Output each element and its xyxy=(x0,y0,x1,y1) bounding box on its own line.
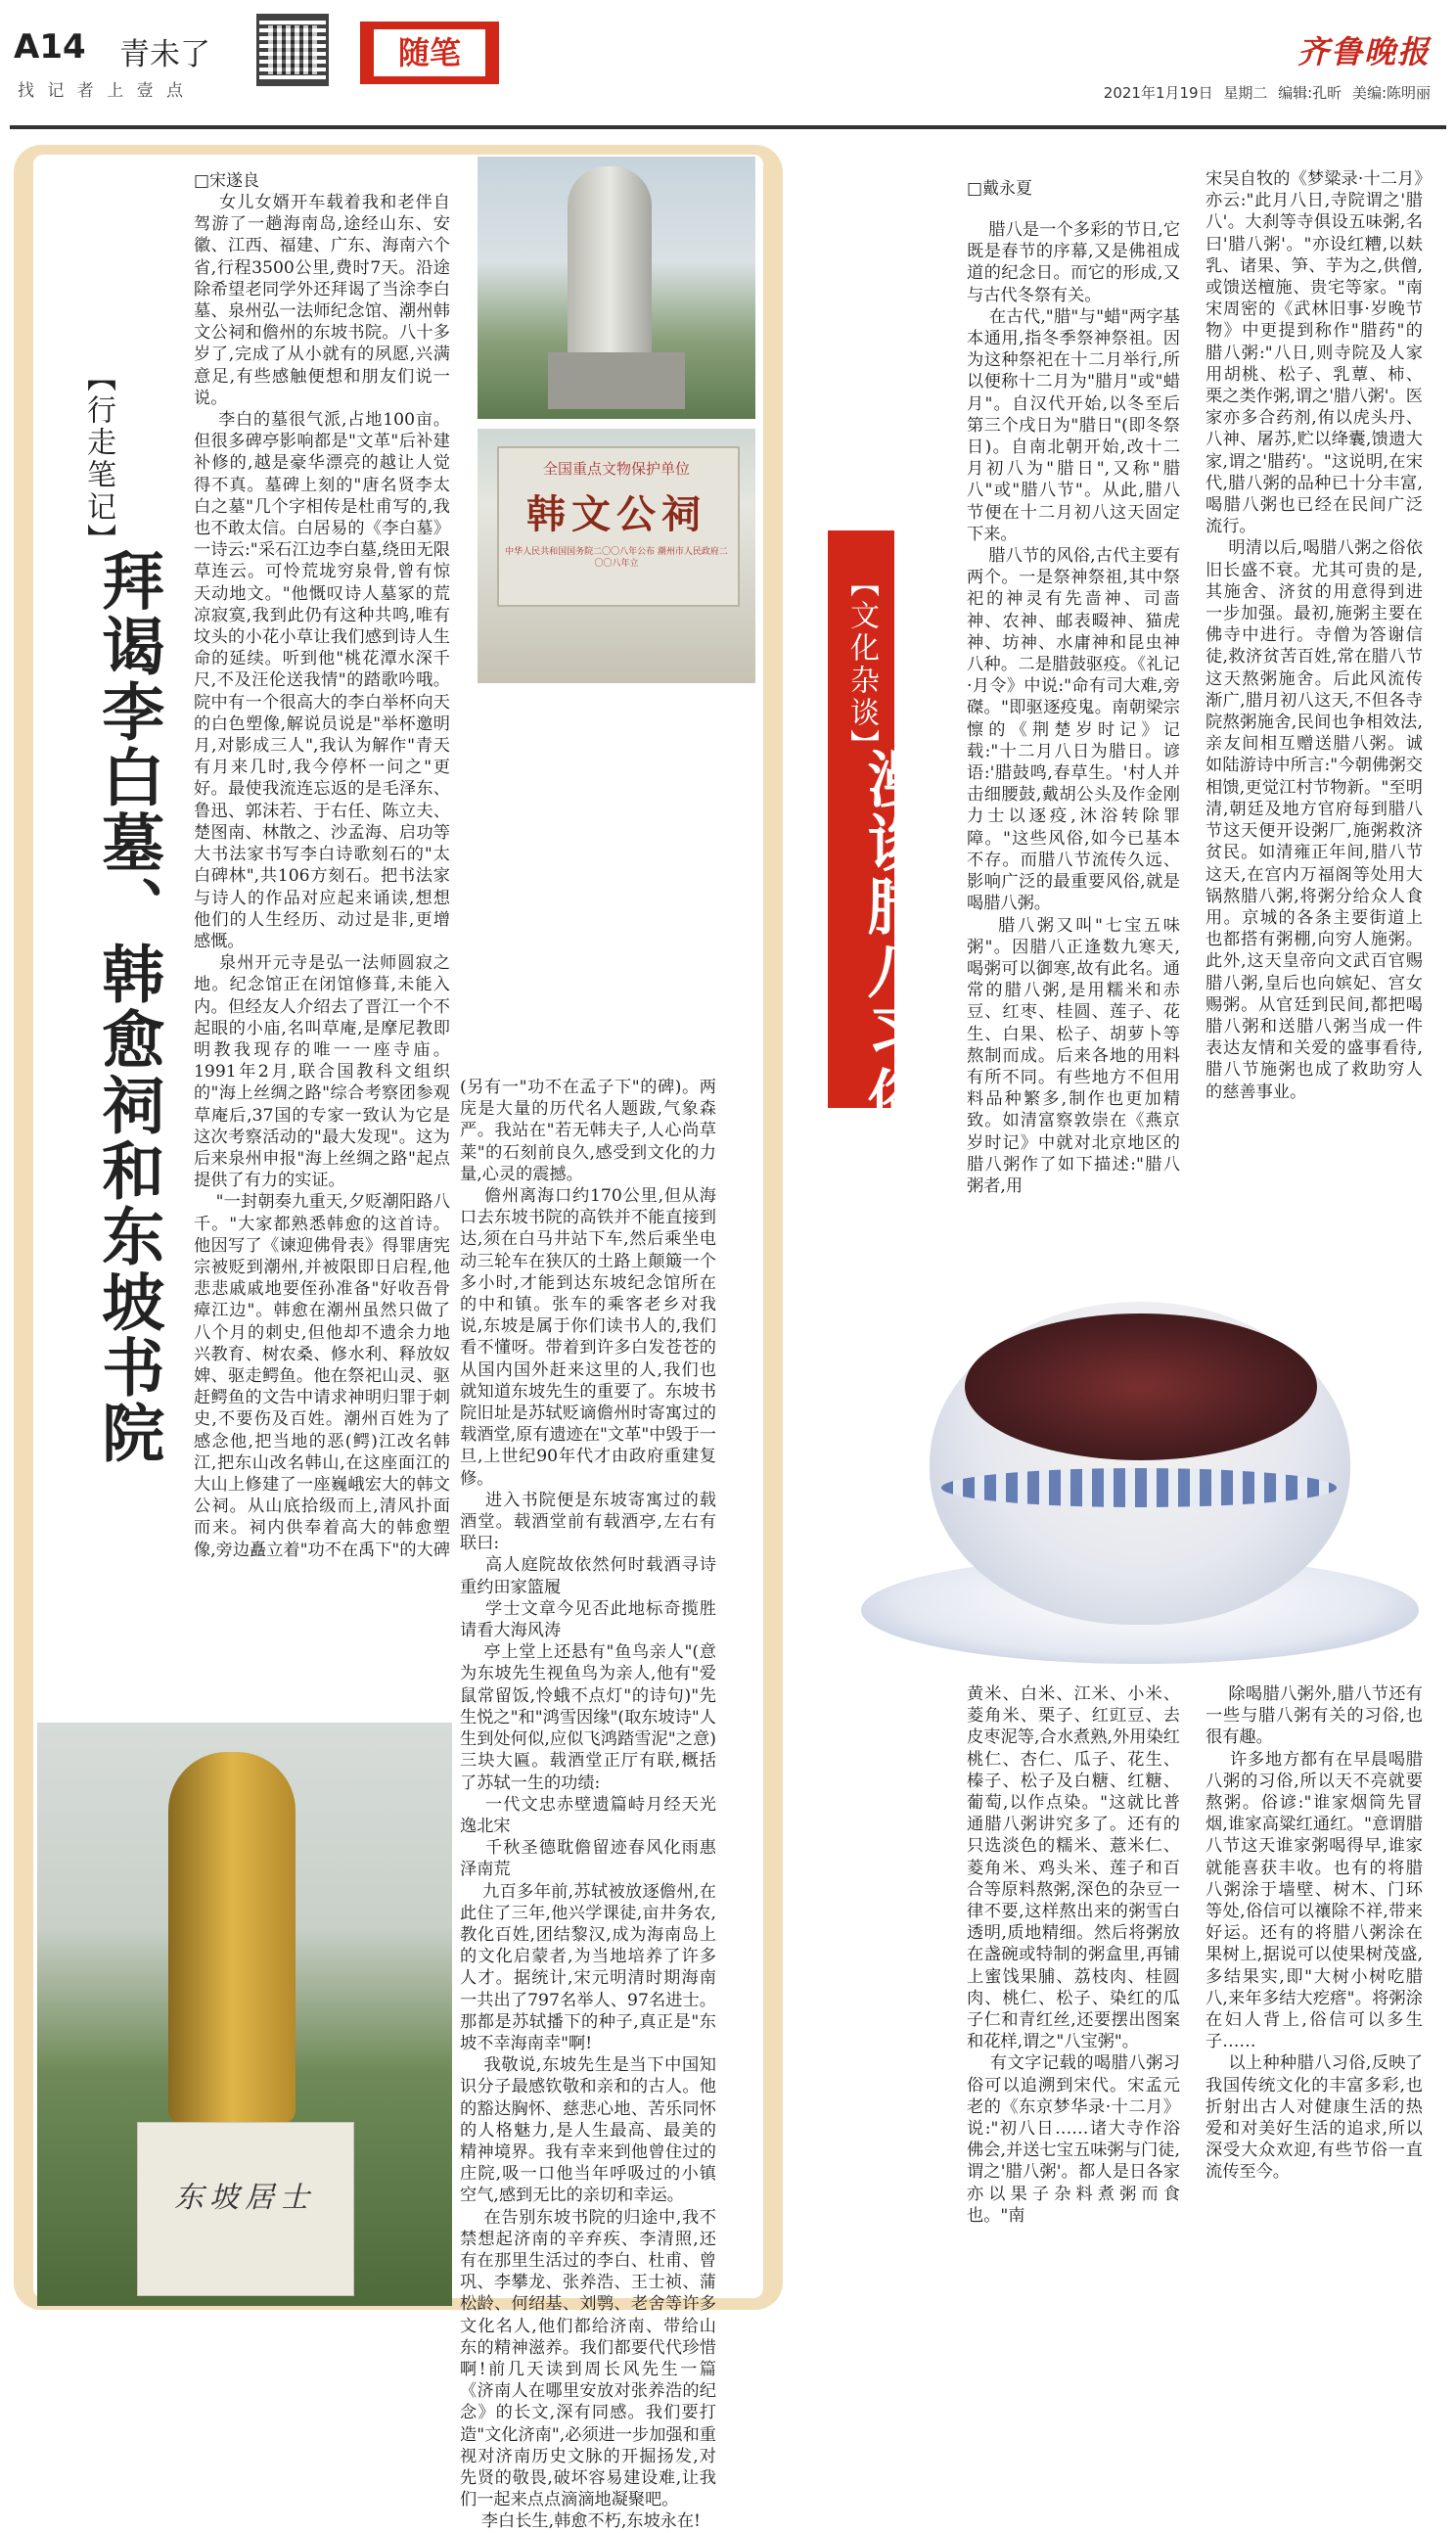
section-name: 青未了 xyxy=(119,37,210,72)
article-byline: □戴永夏 xyxy=(967,179,1033,199)
stele-name: 韩文公祠 xyxy=(526,491,706,537)
article-body-column: (另有一"功不在孟子下"的碑)。两庑是大量的历代名人题跋,气象森严。我站在"若无韩夫子,人心尚草莱"的石刻前良久,感受到文化的力量,心灵的震撼。 儋州离海口约170公里,但从海口去东坡书院的高铁并不能直接到达,须在白马井站下车,然后乘坐电动三轮车在狭仄的土路上颠簸一个多小时,才能到达东坡纪念馆所在的中和镇。张车的乘客老乡对我说,东坡是属于你们读书人的,我们看不懂呀。带着到许多白发苍苍的从国内国外赶来这里的人,我们也就知道东坡先生的重要了。东坡书院旧址是苏轼贬谪儋州时寄寓过的载酒堂,原有遗迹在"文革"中毁于一旦,上世纪90年代才由政府重建复修。 进入书院便是东坡寄寓过的载酒堂。载酒堂前有载酒亭,左右有联曰: 高人庭院故依然何时载酒寻诗重约田家篮履 学士文章今见否此地标奇揽胜请看大海风涛 亭上堂上还悬有"鱼鸟亲人"(意为东坡先生视鱼鸟为亲人,他有"爱鼠常留饭,怜蛾不点灯"的诗句)"先生悦之"和"鸿雪因缘"(取东坡诗"人生到处何似,应似飞鸿踏雪泥"之意)三块大匾。载酒堂正厅有联,概括了苏轼一生的功绩: 一代文忠赤壁遗篇峙月经天光逸北宋 千秋圣德耽儋留迹春风化雨惠泽南荒 九百多年前,苏轼被放逐儋州,在此住了三年,他兴学课徒,亩井务农,教化百姓,团结黎汉,成为海南岛上的文化启蒙者,为当地培养了许多人才。据统计,宋元明清时期海南一共出了797名举人、97名进士。那都是苏轼播下的种子,真正是"东坡不幸海南幸"啊! 我敬说,东坡先生是当下中国知识分子最感钦敬和亲和的古人。他的豁达胸怀、慈悲心地、苦乐同怀的人格魅力,是人生最高、最美的精神境界。我有幸来到他曾住过的庄院,吸一口他当年呼吸过的小镇空气,感到无比的亲切和幸运。 在告别东坡书院的归途中,我不禁想起济南的辛弃疾、李清照,还有在那里生活过的李白、杜甫、曾巩、李攀龙、张养浩、王士祯、蒲松龄、何绍基、刘鹗、老舍等许多文化名人,他们都给济南、带给山东的精神滋养。我们都要代代珍惜啊!前几天读到周长风先生一篇《济南人在哪里安放对张养浩的纪念》的长文,深有同感。我们要打造"文化济南",必须进一步加强和重视对济南历史文脉的开掘扬发,对先贤的敬畏,破坏容易建设难,让我们一起来点点滴滴地凝聚吧。 李白长生,韩愈不朽,东坡永在! xyxy=(460,1078,716,2532)
article-body-column: 腊八是一个多彩的节日,它既是春节的序幕,又是佛祖成道的纪念日。而它的形成,又与古代冬祭有关。 在古代,"腊"与"蜡"两字基本通用,指冬季祭神祭祖。因为这种祭祀在十二月举行,所以便称十二月为"腊月"或"蜡月"。自汉代开始,以冬至后第三个戌日为"腊日"(即冬祭日)。自南北朝开始,改十二月初八为"腊日",又称"腊八"或"腊八节"。从此,腊八节便在十二月初八这天固定下来。 腊八节的风俗,古代主要有两个。一是祭神祭祖,其中祭祀的神灵有先啬神、司啬神、农神、邮表畷神、猫虎神、坊神、水庸神和昆虫神八种。二是腊鼓驱疫。《礼记·月令》中说:"命有司大难,旁磔。"即驱逐疫鬼。南朝梁宗懔的《荆楚岁时记》记载:"十二月八日为腊日。谚语:'腊鼓鸣,春草生。'村人并击细腰鼓,戴胡公头及作金刚力士以逐疫,沐浴转除罪障。"这些风俗,如今已基本不存。而腊八节流传久远、影响广泛的最重要风俗,就是喝腊八粥。 腊八粥又叫"七宝五味粥"。因腊八正逢数九寒天,喝粥可以御寒,故有此名。通常的腊八粥,是用糯米和赤豆、红枣、桂圆、莲子、花生、白果、松子、胡萝卜等熬制而成。后来各地的用料有所不同。有些地方不但用料品种繁多,制作也更加精致。如清富察敦崇在《燕京岁时记》中就对北京地区的腊八粥作了如下描述:"腊八粥者,用 xyxy=(967,220,1181,1196)
qr-code-pattern xyxy=(268,25,317,74)
header-tagline: 找 记 者 上 壹 点 xyxy=(18,81,188,101)
article-body-column: 黄米、白米、江米、小米、菱角米、栗子、红豇豆、去皮枣泥等,合水煮熟,外用染红桃仁、杏仁、瓜子、花生、榛子、松子及白糖、红糖、葡萄,以作点染。"这就比普通腊八粥讲究多了。还有的只选淡色的糯米、薏米仁、菱角米、鸡头米、莲子和百合等原料熬粥,深色的杂豆一律不要,这样熬出来的粥雪白透明,质地精细。然后将粥放在盏碗或特制的粥盒里,再铺上蜜饯果脯、荔枝肉、桂圆肉、桃仁、松子、染红的瓜子仁和青红丝,还要摆出图案和花样,谓之"八宝粥"。 有文字记载的喝腊八粥习俗可以追溯到宋代。宋孟元老的《东京梦华录·十二月》说:"初八日……诸大寺作浴佛会,并送七宝五味粥与门徒,谓之'腊八粥'。都人是日各家亦以果子杂料煮粥而食也。"南 xyxy=(967,1684,1180,2226)
header-divider xyxy=(10,125,1446,129)
laba-porridge xyxy=(965,1313,1317,1460)
statue-figure xyxy=(568,166,652,382)
golden-statue-figure xyxy=(168,1752,296,2124)
page-number: A14 xyxy=(14,27,86,67)
article-title[interactable]: 拜谒李白墓、韩愈祠和东坡书院 xyxy=(91,548,164,1466)
statue-pedestal xyxy=(548,352,685,409)
newspaper-logo: 齐鲁晚报 xyxy=(1297,33,1431,70)
article-title[interactable]: 漫谈腊八习俗 xyxy=(857,748,929,1129)
pedestal-inscription: 东坡居士 xyxy=(174,2181,315,2215)
bowl-pattern xyxy=(941,1468,1337,1507)
article-body-column: 除喝腊八粥外,腊八节还有一些与腊八粥有关的习俗,也很有趣。 许多地方都有在早晨喝腊八粥的习俗,所以天不亮就要熬粥。俗谚:"谁家烟筒先冒烟,谁家高粱红通红。"意谓腊八节这天谁家粥喝得早,谁家就能喜获丰收。也有的将腊八粥涂于墙壁、树木、门环等处,俗信可以禳除不祥,带来好运。还有的将腊八粥涂在果树上,据说可以使果树茂盛,多结果实,即"大树小树吃腊八,来年多结大疙瘩"。将粥涂在妇人背上,俗信可以多生子…… 以上种种腊八习俗,反映了我国传统文化的丰富多彩,也折射出古人对健康生活的热爱和对美好生活的追求,所以深受大众欢迎,有些节俗一直流传至今。 xyxy=(1206,1684,1423,2183)
header-meta: 2021年1月19日 星期二 编辑:孔昕 美编:陈明丽 xyxy=(1103,84,1431,102)
column-tab-label: 随笔 xyxy=(374,29,485,76)
article-body-column: 宋吴自牧的《梦粱录·十二月》亦云:"此月八日,寺院谓之'腊八'。大刹等寺俱设五味粥,名曰'腊八粥'。"亦设红糟,以麸乳、诸果、笋、芋为之,供僧,或馈送檀施、贵宅等家。"南宋周密的《武林旧事·岁晚节物》中更提到称作"腊药"的腊八粥:"八日,则寺院及人家用胡桃、松子、乳蕈、柿、栗之类作粥,谓之'腊八粥'。医家亦多合药剂,侑以虎头丹、八神、屠苏,贮以绛囊,馈遗大家,谓之'腊药'。"这说明,在宋代,腊八粥的品种已十分丰富,喝腊八粥也已经在民间广泛流行。 明清以后,喝腊八粥之俗依旧长盛不衰。尤其可贵的是,其施舍、济贫的用意得到进一步加强。最初,施粥主要在佛寺中进行。寺僧为答谢信徒,救济贫苦百姓,常在腊八节这天熬粥施舍。后此风流传渐广,腊月初八这天,不但各寺院熬粥施舍,民间也争相效法,亲友间相互赠送腊八粥。诚如陆游诗中所言:"今朝佛粥交相馈,更觉江村节物新。"至明清,朝廷及地方官府每到腊八节这天便开设粥厂,施粥救济贫民。如清雍正年间,腊八节这天,在宫内万福阁等处用大锅熬腊八粥,将粥分给众人食用。京城的各条主要街道上也都搭有粥棚,向穷人施粥。此外,这天皇帝向文武百官赐腊八粥,皇后也向嫔妃、宫女赐粥。从官廷到民间,都把喝腊八粥和送腊八粥当成一件表达友情和关爱的盛事看待,腊八节施粥也成了救助穷人的慈善事业。 xyxy=(1206,169,1423,1102)
article-byline: □宋遂良 xyxy=(194,171,260,191)
article-kicker: 【行走笔记】 xyxy=(81,362,115,556)
article-body-column: 女儿女婿开车载着我和老伴自驾游了一趟海南岛,途经山东、安徽、江西、福建、广东、海南六个省,行程3500公里,费时7天。沿途除希望老同学外还拜谒了当涂李白墓、泉州弘一法师纪念馆、潮州韩文公祠和儋州的东坡书院。八十多岁了,完成了从小就有的夙愿,兴满意足,有些感触便想和朋友们说一说。 李白的墓很气派,占地100亩。但很多碑亭影响都是"文革"后补建补修的,越是豪华漂亮的越让人觉得不真。墓碑上刻的"唐名贤李太白之墓"几个字相传是杜甫写的,我也不敢太信。白居易的《李白墓》一诗云:"采石江边李白墓,绕田无限草连云。可怜荒垅穷泉骨,曾有惊天动地文。"他慨叹诗人墓冢的荒凉寂寞,我到此仍有这种共鸣,唯有坟头的小花小草让我们感到诗人生命的延续。听到他"桃花潭水深千尺,不及汪伦送我情"的踏歌吟哦。院中有一个很高大的李白举杯向天的白色塑像,解说员说是"举杯邀明月,对影成三人",我认为解作"青天有月来几时,我今停杯一问之"更好。最使我流连忘返的是毛泽东、鲁迅、郭沫若、于右任、陈立夫、楚图南、林散之、沙孟海、启功等大书法家书写李白诗歌刻石的"太白碑林",共106方刻石。把书法家与诗人的作品对应起来诵读,想想他们的人生经历、动过是非,更增感慨。 泉州开元寺是弘一法师圆寂之地。纪念馆正在闭馆修葺,未能入内。但经友人介绍去了晋江一个不起眼的小庙,名叫草庵,是摩尼教即明教我现存的唯一一座寺庙。1991年2月,联合国教科文组织的"海上丝绸之路"综合考察团参观草庵后,37国的专家一致认为它是这次考察活动的"最大发现"。这为后来泉州申报"海上丝绸之路"起点提供了有力的实证。 "一封朝奏九重天,夕贬潮阳路八千。"大家都熟悉韩愈的这首诗。他因写了《谏迎佛骨表》得罪唐宪宗被贬到潮州,并被限即日启程,他悲悲戚戚地要侄孙准备"好收吾骨瘴江边"。韩愈在潮州虽然只做了八个月的刺史,但他却不遗余力地兴教育、树农桑、修水利、释放奴婢、驱走鳄鱼。他在祭祀山灵、驱赶鳄鱼的文告中请求神明归罪于刺史,不要伤及百姓。潮州百姓为了感念他,把当地的恶(鳄)江改名韩江,把东山改名韩山,在这座面江的大山上修建了一座巍峨宏大的韩文公祠。从山底拾级而上,清风扑面而来。祠内供奉着高大的韩愈塑像,旁边矗立着"功不在禹下"的大碑 xyxy=(194,193,450,1560)
stele-subtext: 中华人民共和国国务院二〇〇八年公布 潮州市人民政府二〇〇八年立 xyxy=(505,547,728,569)
article-kicker: 【文化杂谈】 xyxy=(844,568,879,761)
stele-heading: 全国重点文物保护单位 xyxy=(542,460,690,478)
